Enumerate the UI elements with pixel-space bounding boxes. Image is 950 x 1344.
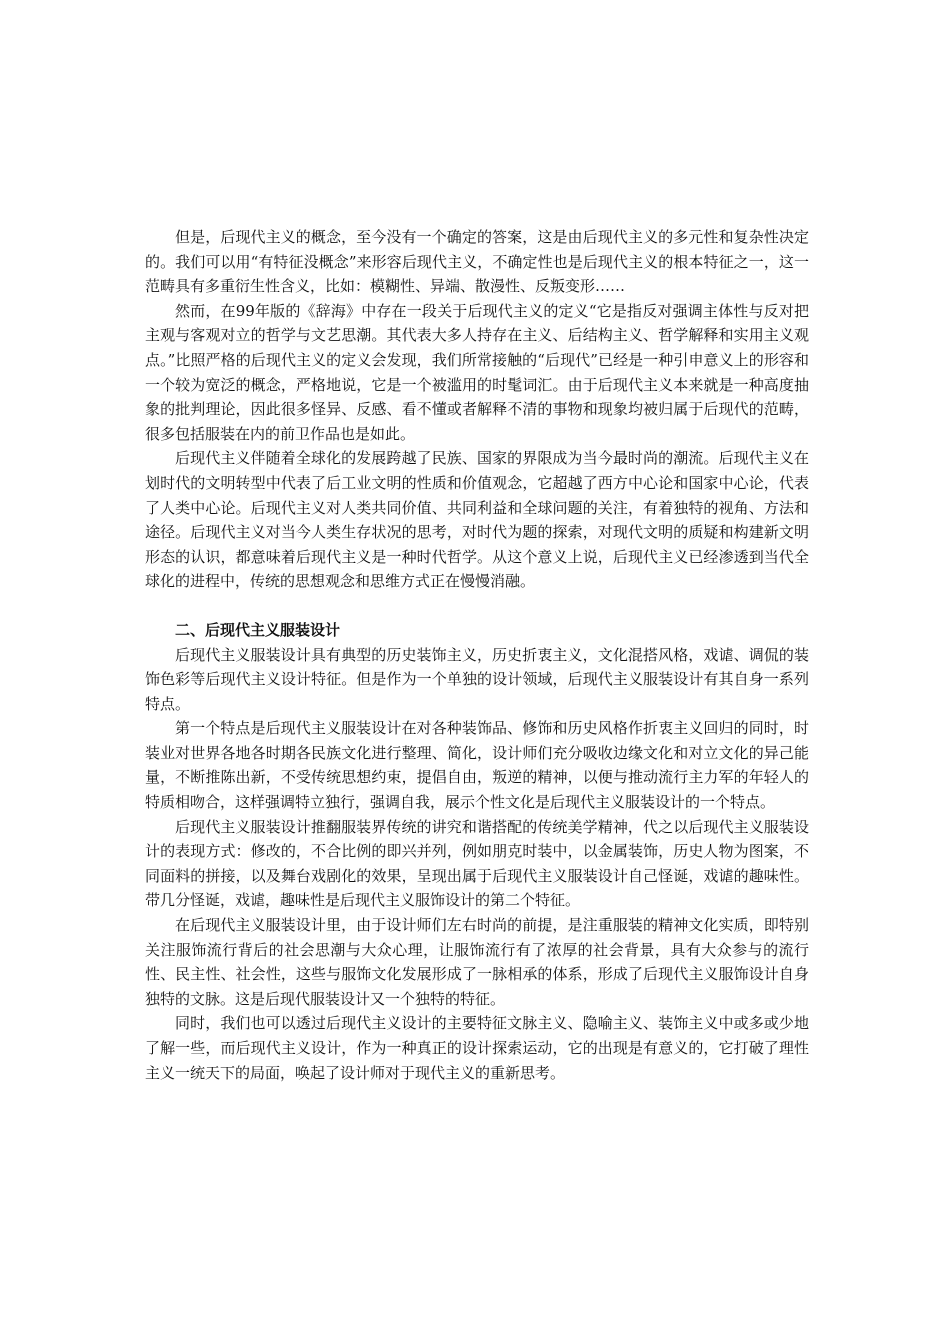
paragraph-cihai-definition: 然而，在99年版的《辞海》中存在一段关于后现代主义的定义“它是指反对强调主体性与反对把主观与客观对立的哲学与文艺思潮。其代表大多人持存在主义、后结构主义、哲学解释和实用主义观点。”比照严格的后现代主义的定义会发现，我们所常接触的“后现代”已经是一种引申意义上的形容和一个较为宽泛的概念，严格地说，它是一个被滥用的时髦词汇。由于后现代主义本来就是一种高度抽象的批判理论，因此很多怪异、反感、看不懂或者解释不清的事物和现象均被归属于后现代的范畴，很多包括服装在内的前卫作品也是如此。 xyxy=(145,301,809,443)
section-heading-fashion-design: 二、后现代主义服装设计 xyxy=(175,620,341,639)
paragraph-fashion-intro: 后现代主义服装设计具有典型的历史装饰主义，历史折衷主义，文化混搭风格，戏谑、调侃的装饰色彩等后现代主义设计特征。但是作为一个单独的设计领域，后现代主义服装设计有其自身一系列特点。 xyxy=(145,645,809,713)
paragraph-feature-two: 后现代主义服装设计推翻服装界传统的讲究和谐搭配的传统美学精神，代之以后现代主义服装设计的表现方式：修改的，不合比例的即兴并列，例如朋克时装中，以金属装饰，历史人物为图案，不同面料的拼接，以及舞台戏剧化的效果，呈现出属于后现代主义服装设计自己怪诞，戏谑的趣味性。带几分怪诞，戏谑，趣味性是后现代主义服饰设计的第二个特征。 xyxy=(145,817,809,910)
paragraph-definition: 但是，后现代主义的概念，至今没有一个确定的答案，这是由后现代主义的多元性和复杂性决定的。我们可以用“有特征没概念”来形容后现代主义，不确定性也是后现代主义的根本特征之一，这一范畴具有多重衍生性含义，比如：模糊性、异端、散漫性、反叛变形…… xyxy=(145,228,809,296)
paragraph-conclusion: 同时，我们也可以透过后现代主义设计的主要特征文脉主义、隐喻主义、装饰主义中或多或少地了解一些，而后现代主义设计，作为一种真正的设计探索运动，它的出现是有意义的，它打破了理性主义一统天下的局面，唤起了设计师对于现代主义的重新思考。 xyxy=(145,1014,809,1082)
document-body xyxy=(145,225,809,1085)
paragraph-globalization: 后现代主义伴随着全球化的发展跨越了民族、国家的界限成为当今最时尚的潮流。后现代主义在划时代的文明转型中代表了后工业文明的性质和价值观念，它超越了西方中心论和国家中心论，代表了人类中心论。后现代主义对人类共同价值、共同利益和全球问题的关注，有着独特的视角、方法和途径。后现代主义对当今人类生存状况的思考，对时代为题的探索，对现代文明的质疑和构建新文明形态的认识，都意味着后现代主义是一种时代哲学。从这个意义上说，后现代主义已经渗透到当代全球化的进程中，传统的思想观念和思维方式正在慢慢消融。 xyxy=(145,449,809,591)
paragraph-feature-three: 在后现代主义服装设计里，由于设计师们左右时尚的前提，是注重服装的精神文化实质，即特别关注服饰流行背后的社会思潮与大众心理，让服饰流行有了浓厚的社会背景，具有大众参与的流行性、民主性、社会性，这些与服饰文化发展形成了一脉相承的体系，形成了后现代主义服饰设计自身独特的文脉。这是后现代服装设计又一个独特的特征。 xyxy=(145,916,809,1008)
paragraph-feature-one: 第一个特点是后现代主义服装设计在对各种装饰品、修饰和历史风格作折衷主义回归的同时，时装业对世界各地各时期各民族文化进行整理、简化，设计师们充分吸收边缘文化和对立文化的异己能量，不断推陈出新，不受传统思想约束，提倡自由，叛逆的精神，以便与推动流行主力军的年轻人的特质相吻合，这样强调特立独行，强调自我，展示个性文化是后现代主义服装设计的一个特点。 xyxy=(145,719,809,812)
